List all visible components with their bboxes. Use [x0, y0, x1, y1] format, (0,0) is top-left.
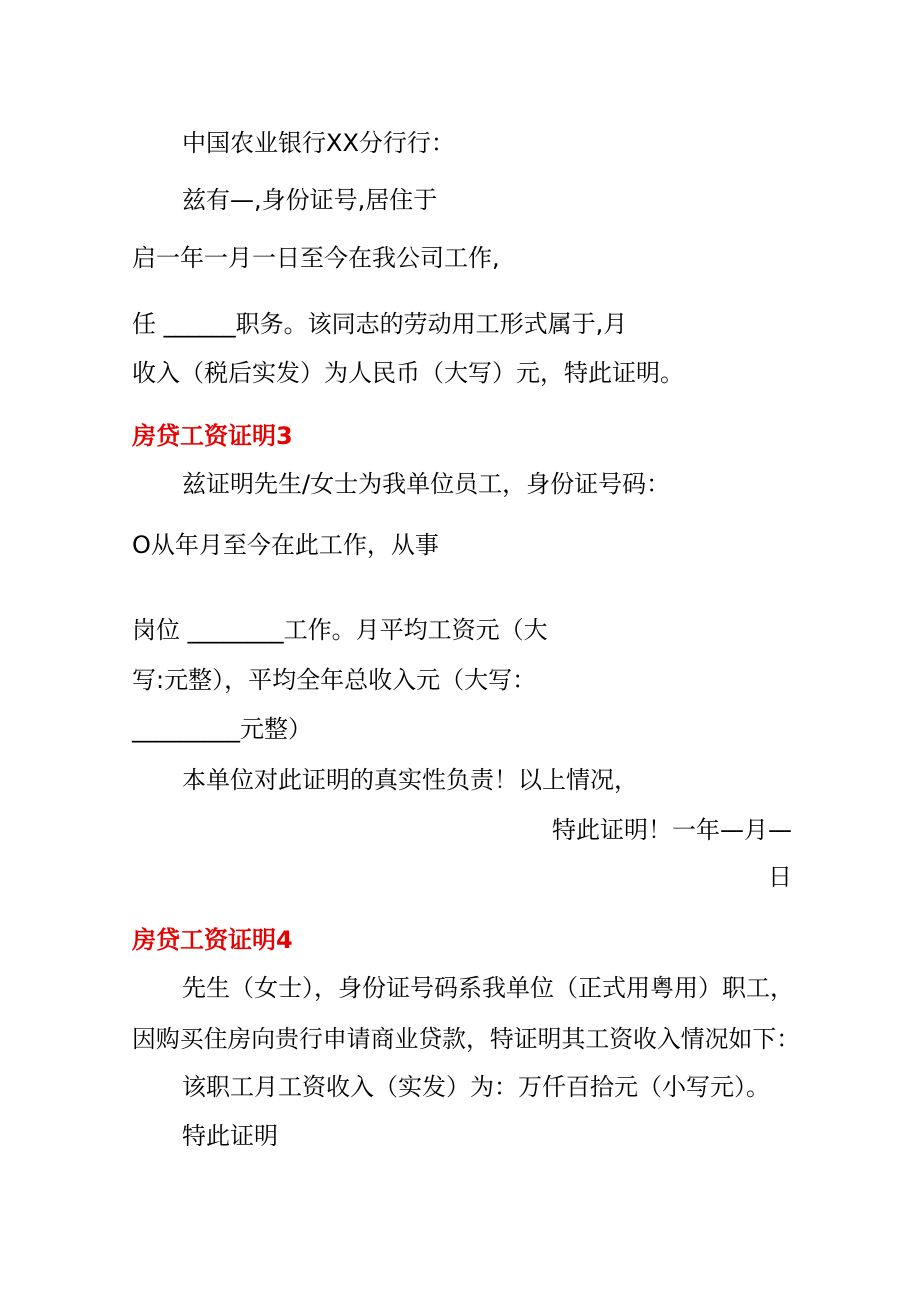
salutation: 中国农业银行XX分行行：: [182, 129, 455, 157]
paragraph-line: 本单位对此证明的真实性负责！以上情况，: [182, 766, 638, 794]
paragraph-line: 岗位 ________工作。月平均工资元（大: [132, 616, 548, 644]
closing-day: 日: [768, 863, 792, 891]
paragraph-line: 因购买住房向贵行申请商业贷款，特证明其工资收入情况如下：: [132, 1025, 801, 1053]
paragraph-line: 兹证明先生/女士为我单位员工，身份证号码：: [182, 470, 671, 498]
paragraph-line: 兹有—,身份证号,居住于: [182, 186, 438, 214]
paragraph-line: 启一年一月一日至今在我公司工作,: [132, 244, 500, 272]
section-title: 房贷工资证明3: [132, 422, 293, 450]
closing-line: 特此证明！一年—月—: [552, 816, 792, 844]
paragraph-line: 写:元整），平均全年总收入元（大写：: [132, 666, 537, 694]
paragraph-line: 任 ______职务。该同志的劳动用工形式属于,月: [132, 310, 628, 338]
paragraph-line: 该职工月工资收入（实发）为：万仟百拾元（小写元）。: [182, 1073, 770, 1101]
paragraph-line: 特此证明: [182, 1122, 278, 1150]
paragraph-line: O从年月至今在此工作，从事: [132, 531, 439, 559]
section-title: 房贷工资证明4: [132, 926, 293, 954]
paragraph-line: _________元整）: [132, 715, 312, 743]
paragraph-line: 先生（女士），身份证号码系我单位（正式用粤用）职工，: [182, 974, 794, 1002]
paragraph-line: 收入（税后实发）为人民币（大写）元，特此证明。: [132, 359, 684, 387]
